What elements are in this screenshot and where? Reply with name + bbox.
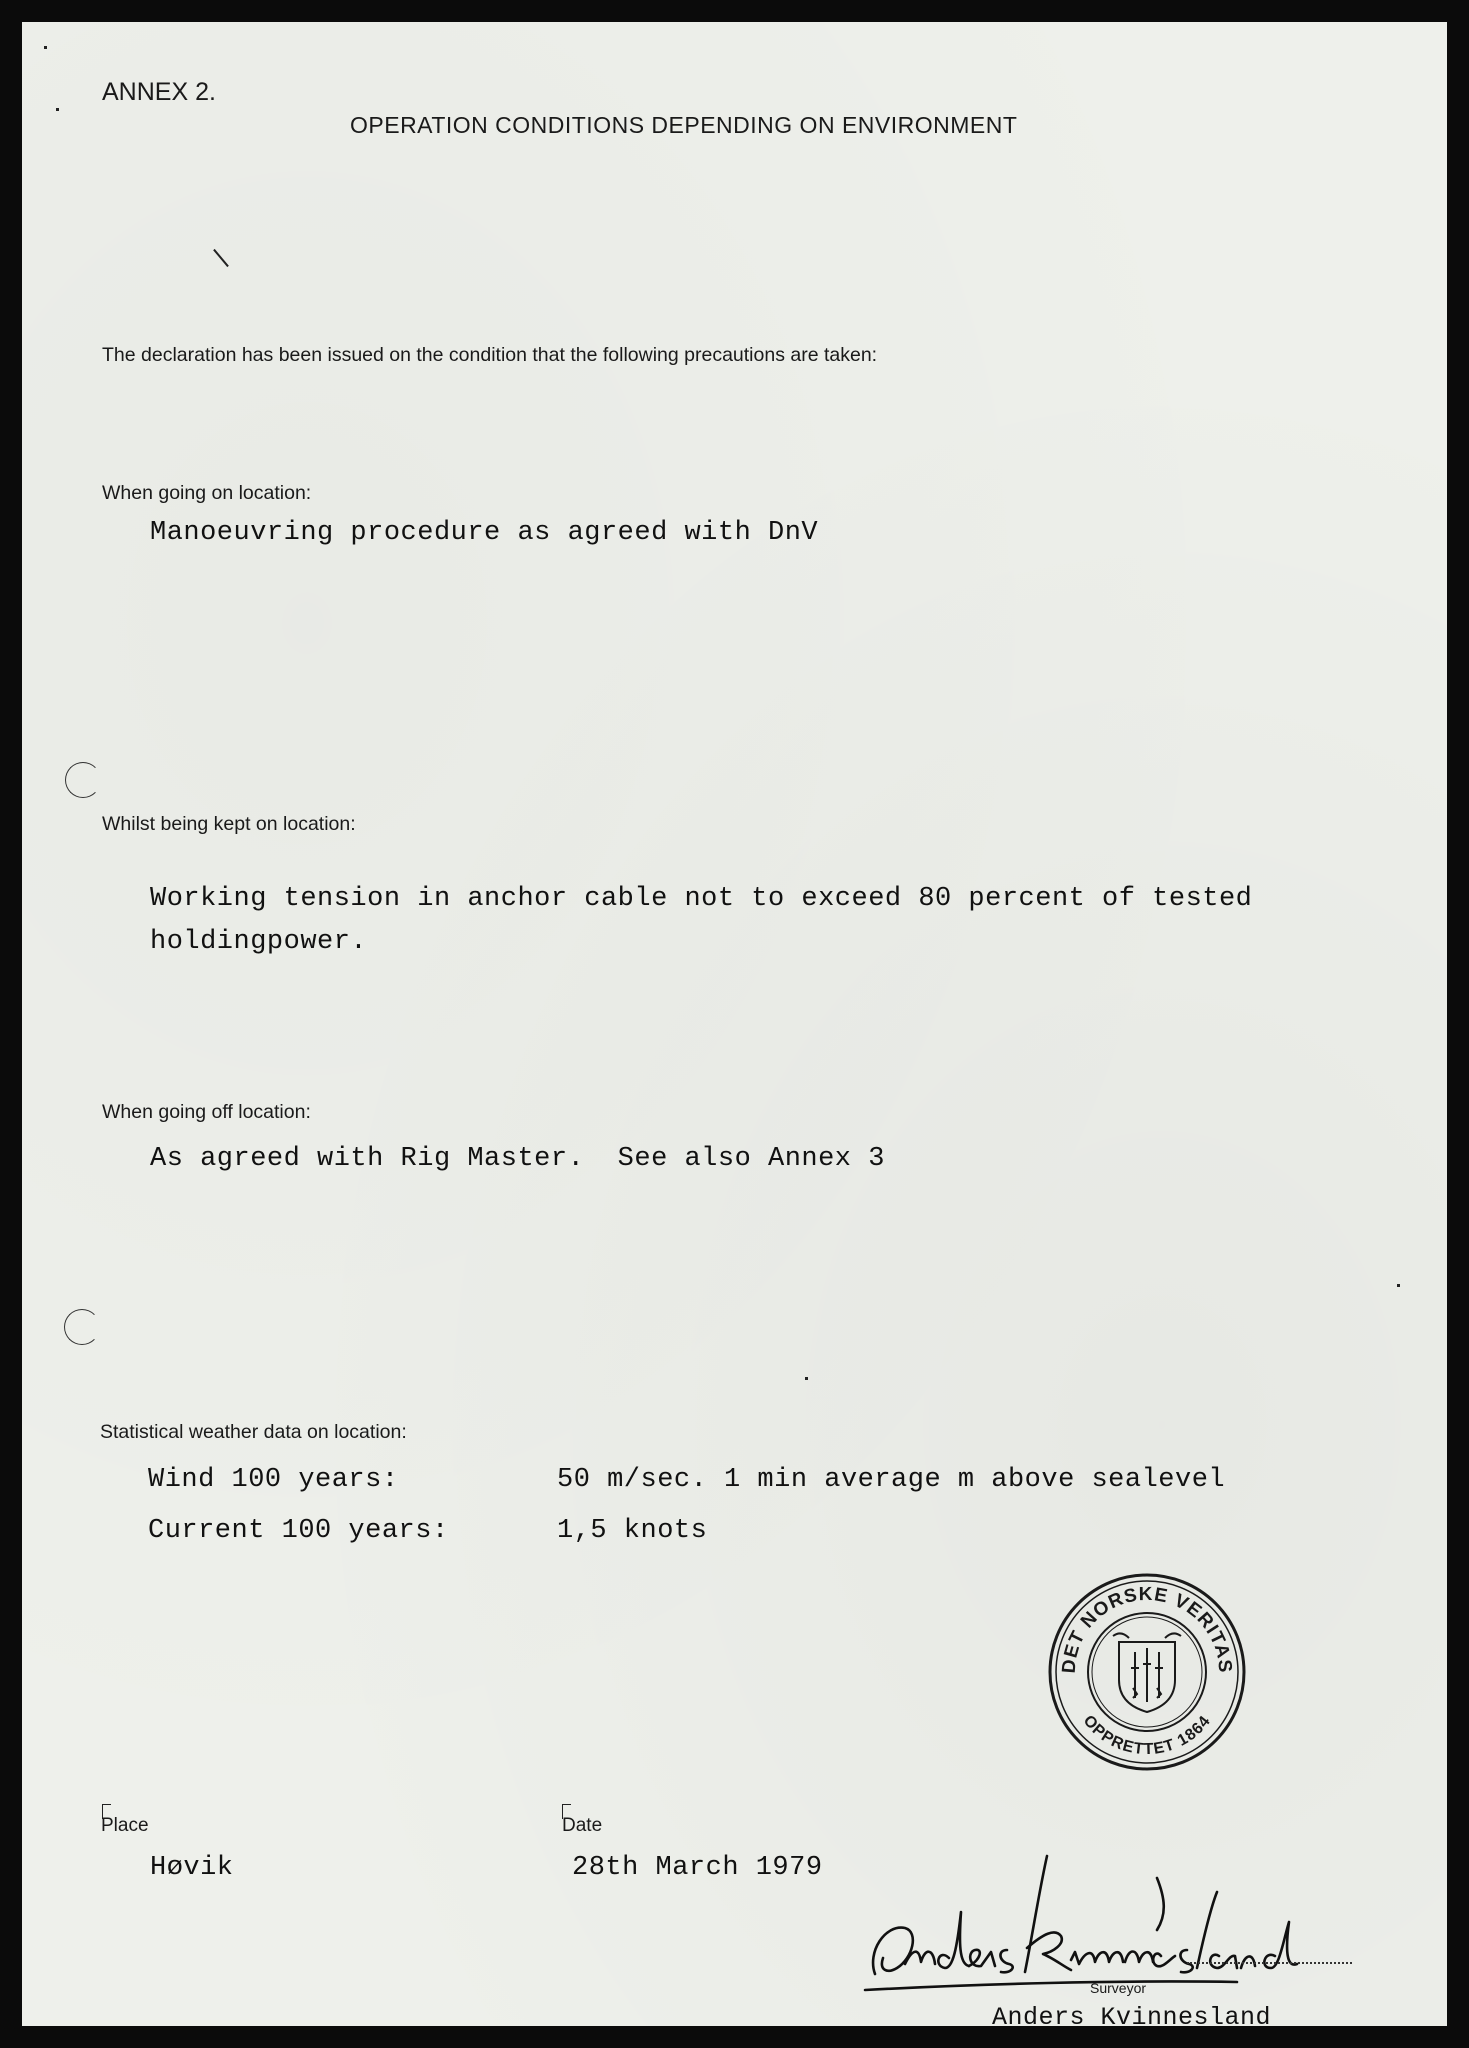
date-value: 28th March 1979 bbox=[572, 1853, 823, 1883]
wind-label: Wind 100 years: bbox=[148, 1465, 399, 1495]
document-page bbox=[22, 22, 1447, 2026]
kept-on-label: Whilst being kept on location: bbox=[102, 813, 356, 835]
place-label: Place bbox=[101, 1815, 149, 1836]
scan-speck bbox=[805, 1377, 808, 1380]
kept-on-text-line1: Working tension in anchor cable not to exceed 80 percent of tested bbox=[150, 884, 1253, 914]
punch-hole-mark bbox=[65, 762, 101, 798]
current-label: Current 100 years: bbox=[148, 1516, 449, 1546]
surveyor-label: Surveyor bbox=[1090, 1980, 1147, 1996]
punch-hole-mark bbox=[64, 1309, 100, 1345]
document-title: OPERATION CONDITIONS DEPENDING ON ENVIRONMENT bbox=[350, 112, 1018, 138]
svg-text:OPPRETTET 1864 bbox=[1080, 1712, 1215, 1758]
date-label: Date bbox=[562, 1815, 603, 1836]
going-on-text: Manoeuvring procedure as agreed with DnV bbox=[150, 518, 819, 548]
seal-bottom-text: OPPRETTET 1864 bbox=[1079, 1712, 1215, 1759]
scan-tick bbox=[213, 249, 229, 267]
surveyor-name: Anders Kvinnesland bbox=[992, 2003, 1272, 2026]
scan-speck bbox=[56, 108, 59, 111]
kept-on-text-line2: holdingpower. bbox=[150, 927, 368, 957]
going-off-label: When going off location: bbox=[102, 1101, 311, 1123]
intro-text: The declaration has been issued on the condition that the following precautions are taken: bbox=[102, 344, 878, 366]
seal-emblem bbox=[1113, 1633, 1181, 1712]
company-seal bbox=[1047, 1572, 1247, 1772]
going-on-label: When going on location: bbox=[102, 482, 312, 504]
annex-label: ANNEX 2. bbox=[102, 78, 216, 106]
weather-label: Statistical weather data on location: bbox=[100, 1421, 407, 1443]
going-off-text: As agreed with Rig Master. See also Annex 3 bbox=[150, 1144, 885, 1174]
place-value: Høvik bbox=[150, 1853, 234, 1883]
scan-speck bbox=[1397, 1284, 1400, 1287]
current-value: 1,5 knots bbox=[557, 1516, 708, 1546]
scan-speck bbox=[44, 46, 47, 49]
seal-top-text: DET NORSKE VERITAS bbox=[1058, 1583, 1236, 1675]
signature-line bbox=[1187, 1962, 1352, 1964]
wind-value: 50 m/sec. 1 min average m above sealevel bbox=[557, 1465, 1226, 1495]
